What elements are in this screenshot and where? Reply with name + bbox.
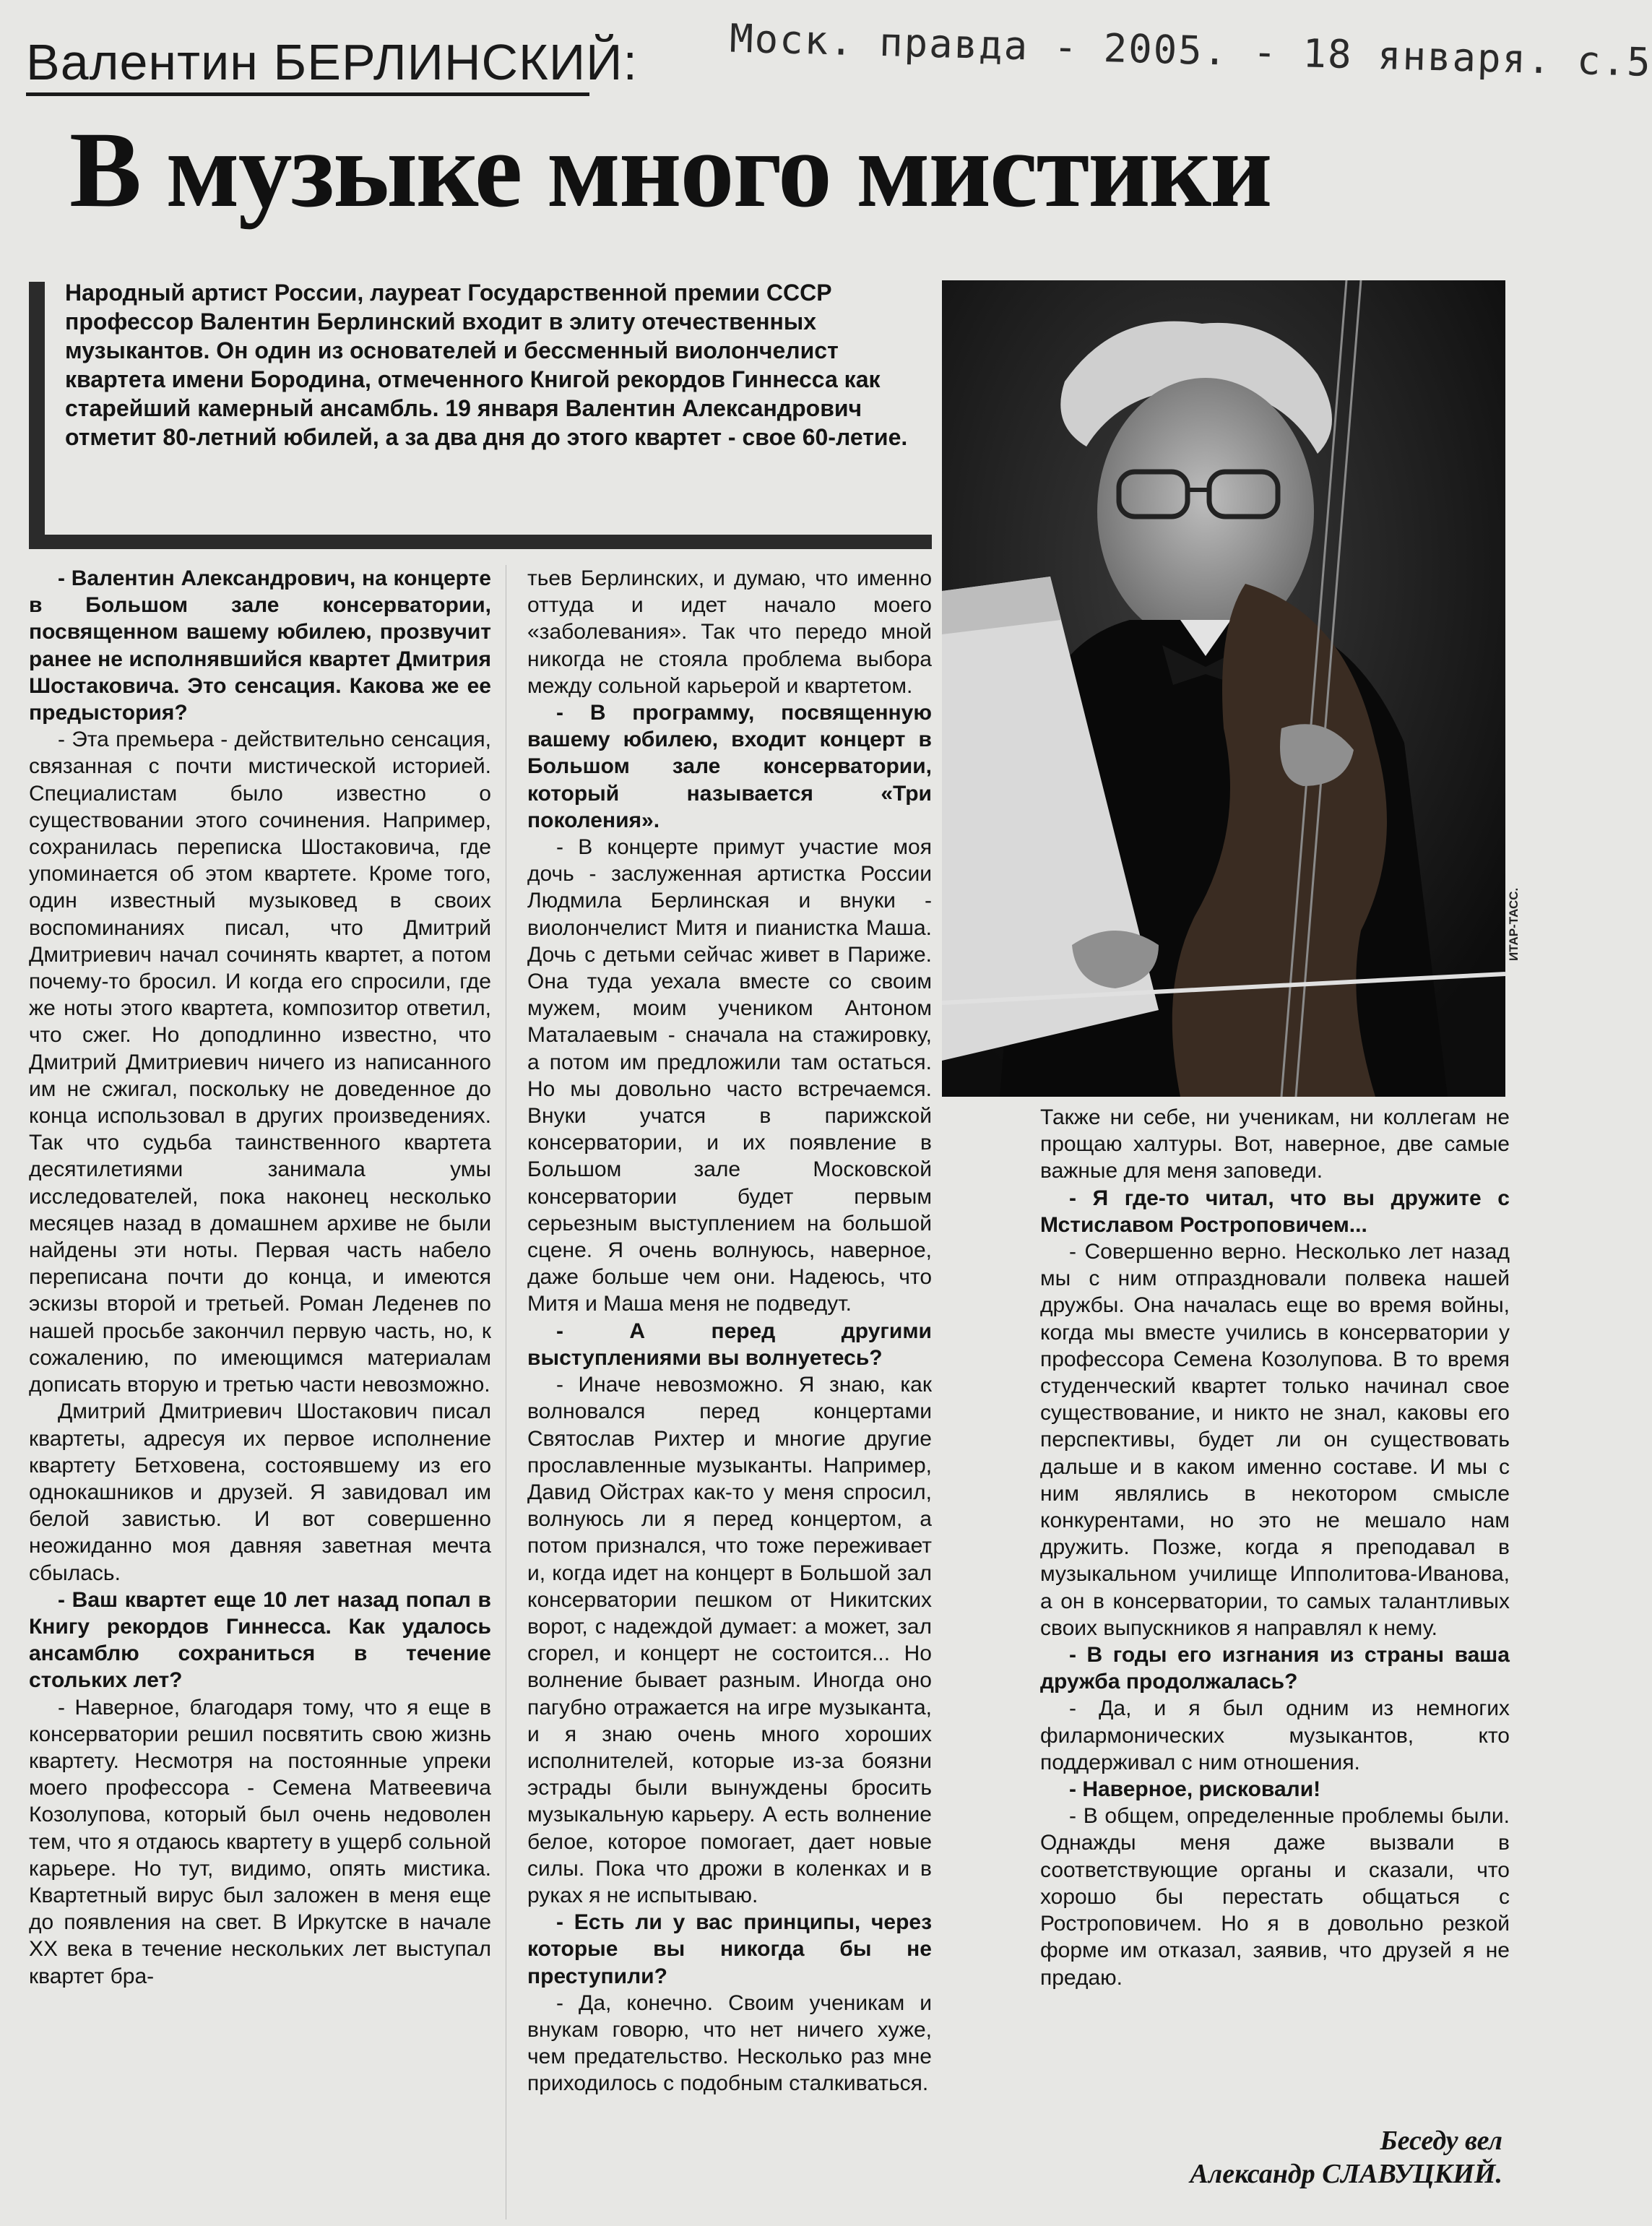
question-paragraph: - Есть ли у вас принципы, через которые вы никогда бы не преступили?: [527, 1910, 932, 1988]
article-column-2: [527, 565, 932, 2097]
handwritten-source-note: Моск. правда - 2005. - 18 января. с.5: [729, 15, 1652, 85]
lead-frame-bottom: [29, 535, 932, 549]
subject-underline: [26, 92, 589, 96]
interviewer-signoff: [1026, 2124, 1502, 2191]
answer-paragraph: - Эта премьера - действительно сенсация, связанная с почти мистической историей. Специалистам было известно о существовании этого сочинения. Например, сохранилась переписка Шостаковича, где упоминается об этом квартете. Кроме того, один известный музыковед в своих воспоминаниях писал, что Дмитрий Дмитриевич начал сочинять квартет, а потом почему-то бросил. И когда его спросили, где же ноты этого квартета, композитор ответил, что сжег. Но доподлинно известно, что Дмитрий Дмитриевич ничего из написанного им не сжигал, поскольку не доведенное до конца использовал в других произведениях. Так что судьба таинственного квартета десятилетиями занимала умы исследователей, пока наконец несколько месяцев назад в домашнем архиве не были найдены эти ноты. Первая часть набело переписана почти до конца, и имеются эскизы второй и третьей. Роман Леденев по нашей просьбе закончил первую часть, но, к сожалению, по имеющимся материалам дописать вторую и третью части невозможно.: [29, 728, 491, 1397]
answer-paragraph: тьев Берлинских, и думаю, что именно оттуда и идет начало моего «заболевания». Так что передо мной никогда не стояла проблема выбора между сольной карьерой и квартетом.: [527, 566, 932, 698]
answer-paragraph: - Совершенно верно. Несколько лет назад мы с ним отпраздновали полвека нашей дружбы. Она началась еще во время войны, когда мы вместе учились в консерватории у профессора Семена Козолупова. В то время студенческий квартет только начинал свое существование, и никто не знал, каковы его перспективы, будет ли он существовать дальше и в каком именно составе. И мы с ним являлись в некотором смысле конкурентами, но это не мешало нам дружить. Позже, когда я преподавал в музыкальном училище Ипполитова-Иванова, а он в консерватории, то самых талантливых своих выпускников я направлял к нему.: [1040, 1240, 1510, 1640]
answer-paragraph: - Да, конечно. Своим ученикам и внукам говорю, что нет ничего хуже, чем предательство. Несколько раз мне приходилось с подобным сталкиваться.: [527, 1990, 932, 2096]
answer-paragraph: - Наверное, благодаря тому, что я еще в консерватории решил посвятить свою жизнь квартету. Несмотря на постоянные упреки моего профессора - Семена Матвеевича Козолупова, который был очень недоволен тем, что я отдаюсь квартету в ущерб сольной карьере. Но тут, видимо, опять мистика. Квартетный вирус был заложен в меня еще до появления на свет. В Иркутске в начале XX века в течение нескольких лет выступал квартет бра-: [29, 1695, 491, 1988]
lead-paragraph: Народный артист России, лауреат Государственной премии СССР профессор Валентин Берлинский входит в элиту отечественных музыкантов. Он один из основателей и бессменный виолончелист квартета имени Бородина, отмеченного Книгой рекордов Гиннесса как старейший камерный ансамбль. 19 января Валентин Александрович отметит 80-летний юбилей, а за два дня до этого квартет - свое 60-летие.: [65, 280, 908, 450]
answer-paragraph: - В концерте примут участие моя дочь - заслуженная артистка России Людмила Берлинская и внуки - виолончелист Митя и пианистка Маша. Дочь с детьми сейчас живет в Париже. Она туда уехала вместе со своим мужем, моим учеником Антоном Маталаевым - сначала на стажировку, а потом им предложили там остаться. Но мы довольно часто встречаемся. Внуки учатся в парижской консерватории, и их появление в Большом зале Московской консерватории будет первым серьезным выступлением на большой сцене. Я очень волнуюсь, наверное, даже больше чем они. Надеюсь, что Митя и Маша меня не подведут.: [527, 835, 932, 1316]
answer-paragraph: - В общем, определенные проблемы были. Однажды меня даже вызвали в соответствующие органы и сказали, что хорошо бы перестать общаться с Ростроповичем. Но я в довольно резкой форме им отказал, заявив, что друзей я не предаю.: [1040, 1804, 1510, 1990]
answer-paragraph: - Да, и я был одним из немногих филармонических музыкантов, кто поддерживал с ним отношения.: [1040, 1696, 1510, 1774]
question-paragraph: - В программу, посвященную вашему юбилею, входит концерт в Большом зале консерватории, который называется «Три поколения».: [527, 701, 932, 832]
question-paragraph: - Валентин Александрович, на концерте в Большом зале консерватории, посвященном вашему юбилею, прозвучит ранее не исполнявшийся квартет Дмитрия Шостаковича. Это сенсация. Какова же ее предыстория?: [29, 566, 491, 725]
photo-credit: ИТАР-ТАСС.: [1507, 887, 1521, 961]
question-paragraph: - Наверное, рисковали!: [1069, 1777, 1321, 1802]
question-paragraph: - Я где-то читал, что вы дружите с Мстиславом Ростроповичем...: [1040, 1186, 1510, 1237]
answer-paragraph: Дмитрий Дмитриевич Шостакович писал квартеты, адресуя их первое исполнение квартету Бетховена, состоявшему из его однокашников и друзей. Я завидовал им белой завистью. И вот совершенно неожиданно моя давняя заветная мечта сбылась.: [29, 1399, 491, 1585]
lead-frame-left: [29, 282, 45, 535]
article-column-1: [29, 565, 491, 1990]
question-paragraph: - Ваш квартет еще 10 лет назад попал в Книгу рекордов Гиннесса. Как удалось ансамблю сохраниться в течение стольких лет?: [29, 1587, 491, 1693]
answer-paragraph: - Иначе невозможно. Я знаю, как волновался перед концертами Святослав Рихтер и многие другие прославленные музыканты. Например, Давид Ойстрах как-то у меня спросил, волнуюсь ли я перед концертом, а потом признался, что тоже переживает и, когда идет на концерт в Большой зал консерватории пешком от Никитских ворот, с надеждой думает: а может, зал сгорел, и концерт не состоится... Но волнение бывает разным. Иногда оно пагубно отражается на игре музыканта, и я знаю очень много хороших исполнителей, которые из-за боязни эстрады были вынуждены бросить музыкальную карьеру. А есть волнение белое, которое помогает, дает новые силы. Пока что дрожи в коленках и в руках я не испытываю.: [527, 1373, 932, 1907]
signoff-line: Беседу вел: [1380, 2126, 1502, 2156]
interview-subject: Валентин БЕРЛИНСКИЙ:: [26, 34, 638, 90]
cellist-photo-illustration: [942, 280, 1505, 1097]
question-paragraph: - А перед другими выступлениями вы волнуетесь?: [527, 1319, 932, 1370]
interviewer-name: Александр СЛАВУЦКИЙ.: [1190, 2159, 1502, 2189]
question-paragraph: - В годы его изгнания из страны ваша дружба продолжалась?: [1040, 1643, 1510, 1694]
article-column-3: [1040, 1104, 1510, 1991]
headline: В музыке много мистики: [69, 110, 1271, 230]
cellist-photo: [942, 280, 1505, 1097]
answer-paragraph: Также ни себе, ни ученикам, ни коллегам не прощаю халтуры. Вот, наверное, две самые важные для меня заповеди.: [1040, 1105, 1510, 1183]
